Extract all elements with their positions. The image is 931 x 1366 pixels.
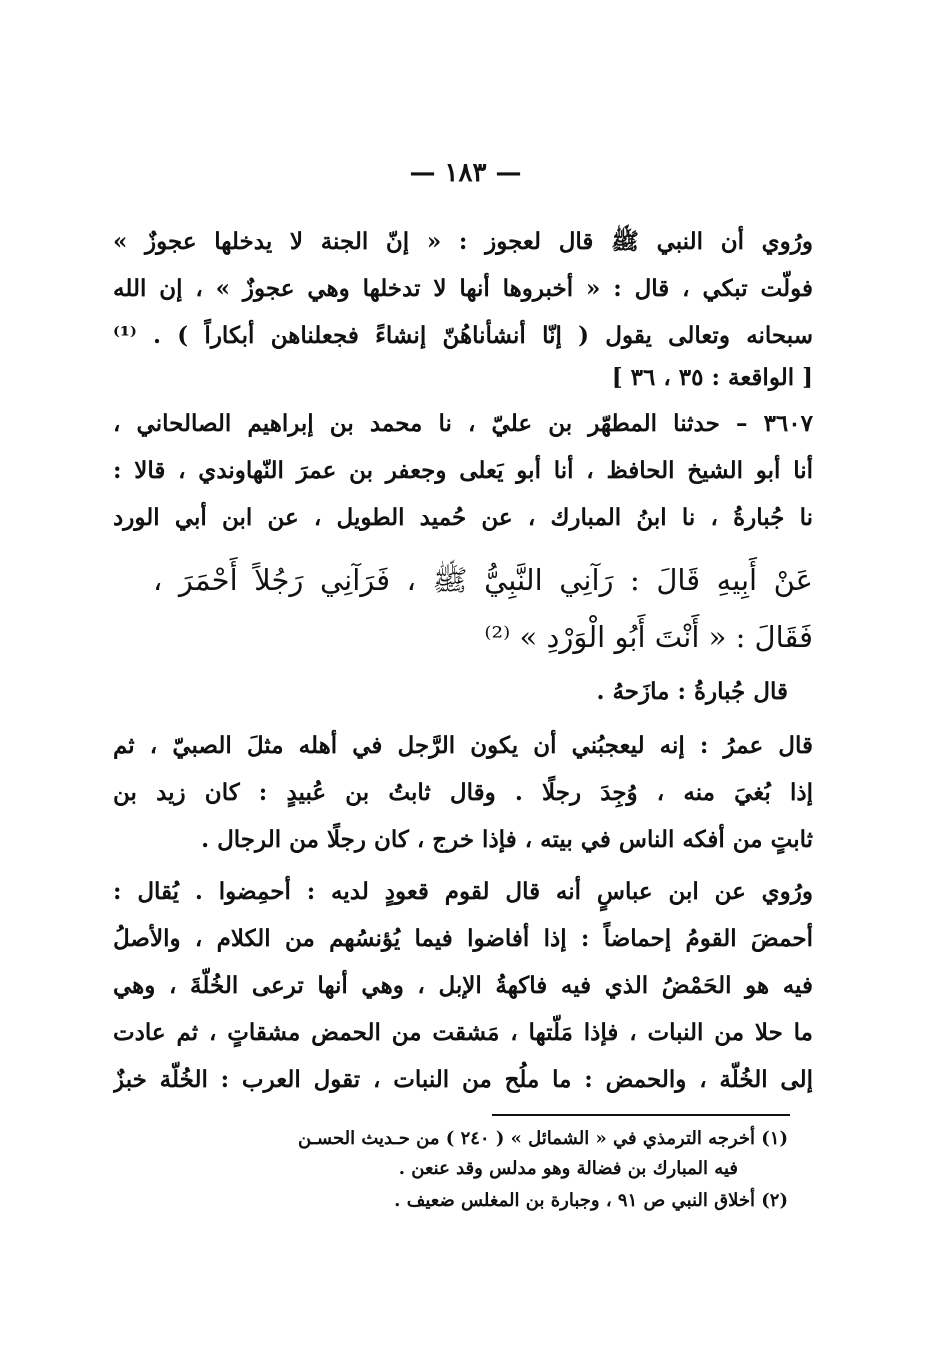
- footnote-divider: [492, 1114, 790, 1116]
- text-line: أنا أبو الشيخ الحافظ ، أنا أبو يَعلى وجعفر بن عمرَ النّهاوندي ، قالا :: [113, 457, 813, 484]
- text-line: إلى الخُلّة ، والحمض : ما ملُح من النبات ، تقول العرب : الخُلّة خبزٌ: [113, 1066, 813, 1093]
- footnote-line: فيه المبارك بن فضالة وهو مدلس وقد عنعن .: [398, 1158, 738, 1179]
- text-line: إذا بُغيَ منه ، وُجِدَ رجلًا . وقال ثابتُ بن عُبيدٍ : كان زيد بن: [113, 779, 813, 806]
- text-line: سبحانه وتعالى يقول ( إنّا أنشأناهُنّ إنشاءً فجعلناهن أبكاراً ) . ⁽¹⁾: [113, 322, 813, 349]
- text-line: فيه هو الحَمْضُ الذي فيه فاكهةُ الإبل ، وهي أنها ترعى الخُلّةَ ، وهي: [113, 972, 813, 999]
- text-line: فولّت تبكي ، قال : « أخبروها أنها لا تدخلها وهي عجوزٌ » ، إن الله: [113, 275, 813, 302]
- quran-reference: [ الواقعة : ٣٥ ، ٣٦ ]: [611, 364, 813, 391]
- text-line: أحمضَ القومُ إحماضاً : إذا أفاضوا فيما يُؤنسُهم من الكلام ، والأصلُ: [113, 925, 813, 952]
- text-line: ورُوي أن النبي ﷺ قال لعجوز : « إنّ الجنة لا يدخلها عجوزٌ »: [113, 228, 813, 255]
- page-number: — ١٨٣ —: [409, 158, 522, 188]
- text-line: قال عمرُ : إنه ليعجبُني أن يكون الرَّجل في أهله مثلَ الصبيّ ، ثم: [113, 732, 813, 759]
- text-line: ثابتٍ من أفكه الناس في بيته ، فإذا خرج ، كان رجلًا من الرجال .: [201, 826, 813, 853]
- text-line: قال جُبارةُ : مازَحهُ .: [596, 678, 788, 705]
- text-line: ورُوي عن ابن عباسٍ أنه قال لقوم قعودٍ لديه : أحمِضوا . يُقال :: [113, 878, 813, 905]
- footnote-line: (١) أخرجه الترمذي في « الشمائل » ( ٢٤٠ ) من حـديث الحسـن: [297, 1128, 788, 1149]
- text-line: نا جُبارةُ ، نا ابنُ المبارك ، عن حُميد الطويل ، عن ابن أبي الورد: [113, 504, 813, 531]
- text-line: ما حلا من النبات ، فإذا مَلّتها ، مَشقت من الحمض مشقاتٍ ، ثم عادت: [113, 1019, 813, 1046]
- text-line: ٣٦٠٧ – حدثنا المطهّر بن عليّ ، نا محمد بن إبراهيم الصالحاني ،: [113, 410, 813, 437]
- hadith-text-line: فَقَالَ : « أَنْتَ أَبُو الْوَرْدِ » ⁽²⁾: [484, 620, 813, 654]
- footnote-line: (٢) أخلاق النبي ص ٩١ ، وجبارة بن المغلس ضعيف .: [394, 1190, 788, 1211]
- hadith-text-line: عَنْ أَبِيهِ قَالَ : رَآنِي النَّبِيُّ ﷺ ، فَرَآنِي رَجُلاً أَحْمَرَ ،: [153, 563, 813, 597]
